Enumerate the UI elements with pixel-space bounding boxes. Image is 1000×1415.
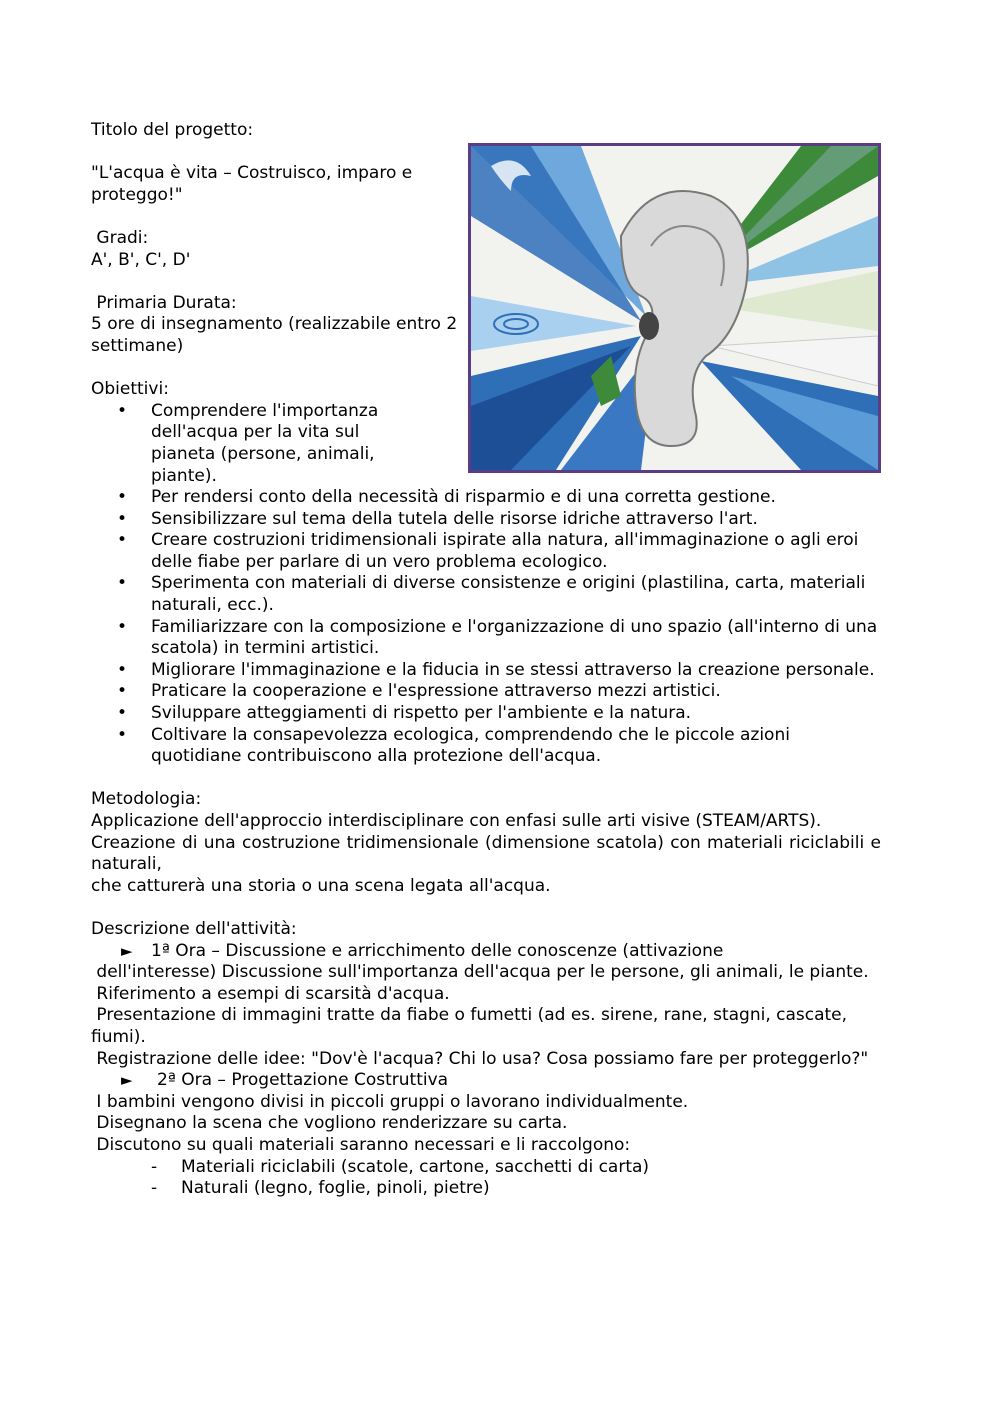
hour2-title: 2ª Ora – Progettazione Costruttiva <box>157 1070 449 1091</box>
hour1-paragraph-2: Riferimento a esempi di scarsità d'acqua. <box>91 983 450 1004</box>
objective-item: • Sensibilizzare sul tema della tutela delle risorse idriche attraverso l'art. <box>91 509 881 531</box>
objective-item: • Per rendersi conto della necessità di risparmio e di una corretta gestione. <box>91 487 881 509</box>
hour1-paragraph-4: Registrazione delle idee: "Dov'è l'acqua? Chi lo usa? Cosa possiamo fare per proteggerlo?" <box>91 1048 869 1069</box>
objective-item: • Sviluppare atteggiamenti di rispetto per l'ambiente e la natura. <box>91 703 881 725</box>
methodology-text-3: che catturerà una storia o una scena legata all'acqua. <box>91 875 551 896</box>
objective-item: • Coltivare la consapevolezza ecologica, comprendendo che le piccole azioni quotidiane contribuiscono alla protezione dell'acqua. <box>91 725 881 768</box>
objective-item: • Migliorare l'immaginazione e la fiducia in se stessi attraverso la creazione personale. <box>91 660 881 682</box>
project-title: "L'acqua è vita – Costruisco, imparo e proteggo!" <box>91 163 418 205</box>
materials-list <box>91 1157 881 1200</box>
hour1-title: 1ª Ora – Discussione e arricchimento delle conoscenze (attivazione <box>151 940 724 961</box>
activity-label: Descrizione dell'attività: <box>91 918 297 939</box>
duration-label: Primaria Durata: <box>91 292 237 313</box>
methodology-text-1: Applicazione dell'approccio interdisciplinare con enfasi sulle arti visive (STEAM/ARTS). <box>91 811 822 831</box>
hour2-paragraph-3: Discutono su quali materiali saranno necessari e li raccolgono: <box>91 1134 631 1155</box>
hour2-paragraph-1: I bambini vengono divisi in piccoli gruppi o lavorano individualmente. <box>91 1091 689 1112</box>
methodology-label: Metodologia: <box>91 789 202 810</box>
objective-item: • Familiarizzare con la composizione e l'organizzazione di uno spazio (all'interno di una scatola) in termini artistici. <box>91 617 881 660</box>
objectives-list <box>91 401 881 768</box>
hour2-heading <box>91 1070 881 1092</box>
objective-item: • Comprendere l'importanza dell'acqua per la vita sul pianeta (persone, animali, piante). <box>91 401 401 487</box>
hour1-paragraph-3: Presentazione di immagini tratte da fiabe o fumetti (ad es. sirene, rane, stagni, cascate, fiumi). <box>91 1005 853 1047</box>
arrow-icon: ► <box>121 1071 133 1090</box>
grades-label: Gradi: <box>91 227 149 248</box>
objectives-label: Obiettivi: <box>91 379 169 400</box>
document-body <box>91 120 887 1200</box>
objective-item: • Praticare la cooperazione e l'espressione attraverso mezzi artistici. <box>91 681 881 703</box>
material-item: - Naturali (legno, foglie, pinoli, pietre) <box>91 1178 881 1200</box>
methodology-text-2: Creazione di una costruzione tridimensionale (dimensione scatola) con materiali riciclabili e naturali, <box>91 832 887 875</box>
hour2-paragraph-2: Disegnano la scena che vogliono renderizzare su carta. <box>91 1113 568 1134</box>
arrow-icon: ► <box>121 941 133 960</box>
objective-item: • Creare costruzioni tridimensionali ispirate alla natura, all'immaginazione o agli eroi delle fiabe per parlare di un vero problema ecologico. <box>91 530 881 573</box>
title-label: Titolo del progetto: <box>91 120 254 140</box>
duration-value: 5 ore di insegnamento (realizzabile entro 2 settimane) <box>91 314 463 356</box>
material-item: - Materiali riciclabili (scatole, cartone, sacchetti di carta) <box>91 1157 881 1179</box>
grades-value: A', B', C', D' <box>91 249 191 270</box>
hour1-continuation: dell'interesse) Discussione sull'importanza dell'acqua per le persone, gli animali, le piante. <box>91 962 869 983</box>
objective-item: • Sperimenta con materiali di diverse consistenze e origini (plastilina, carta, materiali naturali, ecc.). <box>91 573 881 616</box>
hour1-heading <box>91 941 881 963</box>
